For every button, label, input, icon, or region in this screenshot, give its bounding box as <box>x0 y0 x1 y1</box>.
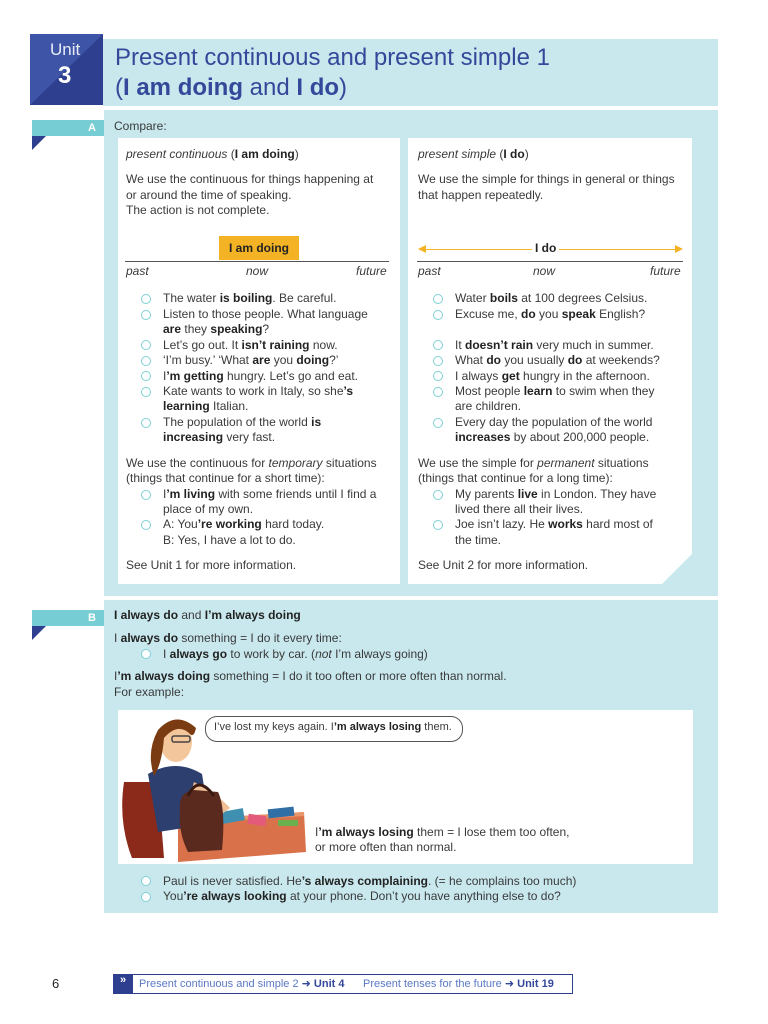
timeline-past: past <box>418 264 441 278</box>
unit-label: Unit <box>50 40 81 59</box>
example-bullet <box>141 310 151 320</box>
speech-bubble-text: I’ve lost my keys again. I’m always losing them. <box>214 721 452 733</box>
always-doing-definition: I’m always doing something = I do it too often or more often than normal. <box>114 669 507 683</box>
continuous-timeline <box>125 261 389 262</box>
panel-corner-cut <box>662 554 692 584</box>
example-line: place of my own. <box>163 502 254 516</box>
section-a-tab: A <box>32 120 104 136</box>
permanent-intro-2: (things that continue for a long time): <box>418 471 613 485</box>
example-line: The water is boiling. Be careful. <box>163 291 337 305</box>
example-bullet <box>433 356 443 366</box>
i-do-label: I do <box>535 241 557 255</box>
example-bullet <box>141 356 151 366</box>
example-line: Let’s go out. It isn’t raining now. <box>163 338 338 352</box>
example-line: are children. <box>455 399 522 413</box>
example-bullet <box>141 520 151 530</box>
example-line: Listen to those people. What language <box>163 307 368 321</box>
example-bullet <box>141 649 151 659</box>
example-bullet <box>433 490 443 500</box>
i-am-doing-highlight: I am doing <box>219 236 299 260</box>
double-chevron-icon: » <box>113 974 133 994</box>
section-a-tab-corner <box>32 136 46 150</box>
example-bullet <box>433 418 443 428</box>
example-line: I’m getting hungry. Let’s go and eat. <box>163 369 358 383</box>
example-bullet <box>433 387 443 397</box>
continuous-intro-line: The action is not complete. <box>126 203 270 217</box>
example-line: learning Italian. <box>163 399 249 413</box>
see-unit-2: See Unit 2 for more information. <box>418 558 589 572</box>
example-line: B: Yes, I have a lot to do. <box>163 533 296 547</box>
example-bullet <box>433 520 443 530</box>
continuous-heading: present continuous (I am doing) <box>126 147 299 161</box>
example-line: What do you usually do at weekends? <box>455 353 660 367</box>
example-line: are they speaking? <box>163 322 270 336</box>
example-bullet <box>433 294 443 304</box>
simple-heading: present simple (I do) <box>418 147 529 161</box>
example-line: The population of the world is <box>163 415 322 429</box>
illustration-caption-2: or more often than normal. <box>315 840 457 854</box>
section-b-heading: I always do and I’m always doing <box>114 608 301 622</box>
example-line: I always go to work by car. (not I’m always going) <box>163 647 428 661</box>
always-do-definition: I always do something = I do it every time: <box>114 631 342 645</box>
example-bullet <box>141 876 151 886</box>
timeline-future: future <box>356 264 387 278</box>
timeline-past: past <box>126 264 149 278</box>
link-unit-4[interactable]: Present continuous and simple 2 ➜ Unit 4 <box>139 978 345 990</box>
simple-intro-line: that happen repeatedly. <box>418 188 544 202</box>
simple-intro-line: We use the simple for things in general or things <box>418 172 675 186</box>
example-line: ‘I’m busy.’ ‘What are you doing?’ <box>163 353 339 367</box>
unit-number: 3 <box>58 62 72 89</box>
for-example-label: For example: <box>114 685 185 699</box>
example-line: lived there all their lives. <box>455 502 584 516</box>
example-bullet <box>141 418 151 428</box>
temporary-intro-2: (things that continue for a short time): <box>126 471 325 485</box>
example-line: increasing very fast. <box>163 430 276 444</box>
temporary-intro: We use the continuous for temporary situations <box>126 456 377 470</box>
example-line: Joe isn’t lazy. He works hard most of <box>455 517 653 531</box>
example-line: Water boils at 100 degrees Celsius. <box>455 291 648 305</box>
example-bullet <box>141 340 151 350</box>
example-bullet <box>141 387 151 397</box>
arrow-right-icon <box>675 245 683 253</box>
example-bullet <box>433 310 443 320</box>
timeline-now: now <box>533 264 556 278</box>
page-title-line1: Present continuous and present simple 1 <box>115 44 550 71</box>
example-line: My parents live in London. They have <box>455 487 657 501</box>
page-number: 6 <box>52 976 60 991</box>
example-bullet <box>433 340 443 350</box>
example-bullet <box>433 371 443 381</box>
example-line: I always get hungry in the afternoon. <box>455 369 650 383</box>
page-title-line2: (I am doing and I do) <box>115 74 348 101</box>
section-b-tab: B <box>32 610 104 626</box>
example-line: Excuse me, do you speak English? <box>455 307 646 321</box>
example-bullet <box>141 294 151 304</box>
example-line: the time. <box>455 533 502 547</box>
example-bullet <box>141 892 151 902</box>
example-line: Most people learn to swim when they <box>455 384 655 398</box>
section-b-tab-corner <box>32 626 46 640</box>
simple-timeline <box>417 261 683 262</box>
timeline-now: now <box>246 264 269 278</box>
example-bullet <box>141 371 151 381</box>
link-unit-19[interactable]: Present tenses for the future ➜ Unit 19 <box>363 978 554 990</box>
see-unit-1: See Unit 1 for more information. <box>126 558 297 572</box>
example-line: Kate wants to work in Italy, so she’s <box>163 384 354 398</box>
permanent-intro: We use the simple for permanent situations <box>418 456 649 470</box>
example-line: Every day the population of the world <box>455 415 653 429</box>
example-line: A: You’re working hard today. <box>163 517 325 531</box>
continuous-intro-line: We use the continuous for things happening at <box>126 172 374 186</box>
example-line: You’re always looking at your phone. Don’t you have anything else to do? <box>163 889 561 903</box>
compare-label: Compare: <box>114 119 167 133</box>
example-line: I’m living with some friends until I find a <box>163 487 377 501</box>
timeline-arrow-line <box>559 249 676 250</box>
illustration-caption: I’m always losing them = I lose them too often, <box>315 825 570 839</box>
example-bullet <box>141 490 151 500</box>
example-line: Paul is never satisfied. He’s always complaining. (= he complains too much) <box>163 874 577 888</box>
continuous-intro-line: or around the time of speaking. <box>126 188 292 202</box>
example-line: increases by about 200,000 people. <box>455 430 650 444</box>
timeline-arrow-line <box>424 249 532 250</box>
example-line: It doesn’t rain very much in summer. <box>455 338 654 352</box>
timeline-future: future <box>650 264 681 278</box>
